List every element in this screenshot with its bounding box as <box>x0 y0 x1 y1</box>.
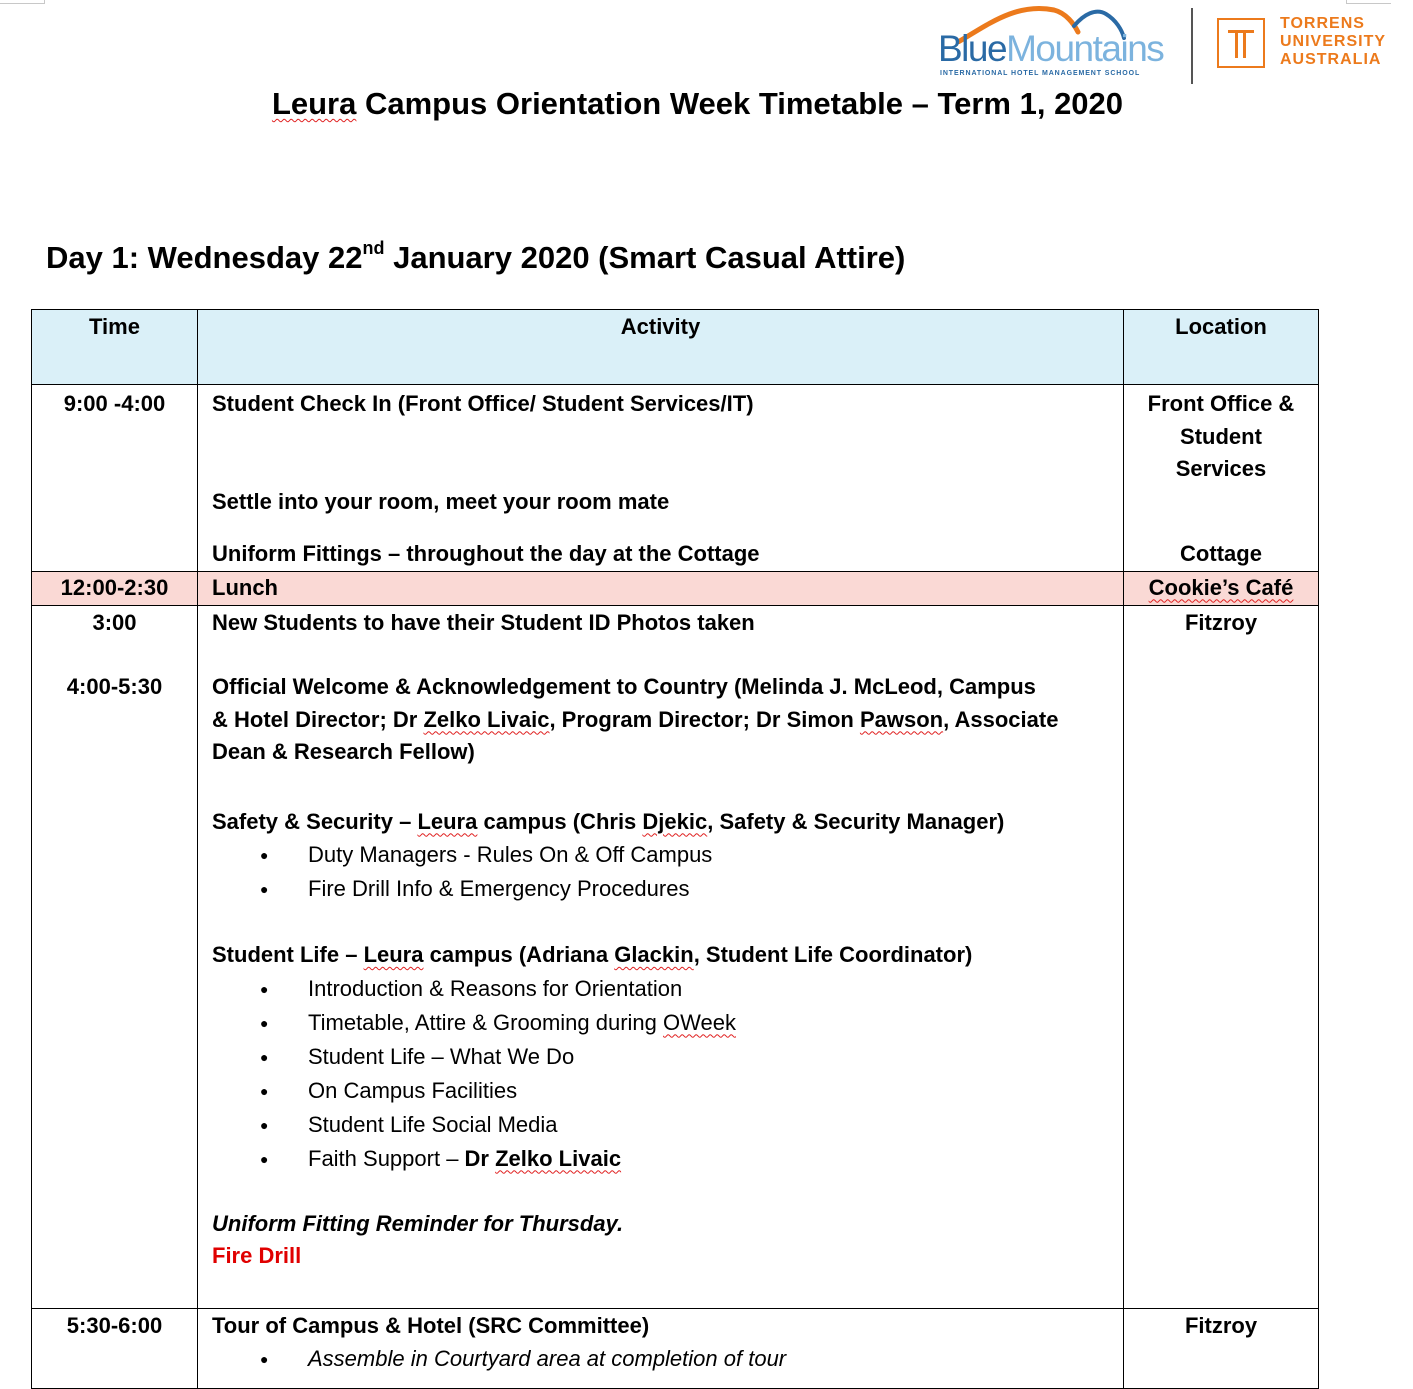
table-row <box>32 385 1319 572</box>
logo-divider <box>1191 8 1193 84</box>
life-text: , Student Life Coordinator) <box>693 942 973 967</box>
title-rest: Campus Orientation Week Timetable – Term 1, 2020 <box>356 86 1124 121</box>
page-corner-mark <box>0 0 45 4</box>
torrens-wordmark <box>1280 15 1386 69</box>
location-cell <box>1124 571 1319 605</box>
life-text: campus (Adriana <box>423 942 615 967</box>
location-cookies-cafe: Cookie’s Café <box>1148 574 1294 600</box>
torrens-line-1: TORRENS <box>1280 15 1365 32</box>
fire-drill-alert: Fire Drill <box>212 1243 302 1268</box>
logo-word-blue: Blue <box>938 28 1007 69</box>
list-item-text: Timetable, Attire & Grooming during <box>308 1009 664 1035</box>
list-item: ● Assemble in Courtyard area at completion of tour <box>212 1342 1109 1376</box>
welcome-name-pawson: Pawson <box>859 706 944 732</box>
header-time: Time <box>32 310 198 385</box>
day-heading-suffix: January 2020 (Smart Casual Attire) <box>384 240 906 275</box>
list-item: ● Introduction & Reasons for Orientation <box>212 972 1109 1006</box>
activity-cell <box>198 385 1124 572</box>
activity-student-life <box>212 939 1109 1176</box>
safety-text: campus (Chris <box>477 808 643 834</box>
time-cell <box>32 385 198 572</box>
time-value: 9:00 -4:00 <box>63 391 166 416</box>
time-cell <box>32 1308 198 1388</box>
safety-leura: Leura <box>417 808 478 834</box>
location-front-office: Front Office & <box>1147 391 1295 416</box>
page-corner-mark <box>1346 0 1391 4</box>
list-item: ● Student Life Social Media <box>212 1108 1109 1142</box>
torrens-line-3: AUSTRALIA <box>1280 51 1382 68</box>
location-cell <box>1124 605 1319 1308</box>
activity-lunch: Lunch <box>212 574 278 600</box>
time-cell <box>32 605 198 1308</box>
list-item <box>212 1006 1109 1040</box>
welcome-line-1: Official Welcome & Acknowledgement to Country (Melinda J. McLeod, Campus <box>212 674 1036 699</box>
day-heading-ordinal: nd <box>362 238 385 258</box>
table-header-row <box>32 310 1319 385</box>
uniform-reminder: Uniform Fitting Reminder for Thursday. <box>212 1210 624 1236</box>
time-cell <box>32 571 198 605</box>
table-row <box>32 605 1319 1308</box>
welcome-line-3: Dean & Research Fellow) <box>212 739 475 764</box>
welcome-text: & Hotel Director; Dr <box>212 706 424 732</box>
list-item-title: Dr <box>464 1145 496 1171</box>
logo-word-mountains: Mountains <box>1006 28 1164 69</box>
list-item <box>212 1142 1109 1176</box>
safety-text: Safety & Security – <box>212 808 418 834</box>
day-heading <box>46 240 905 276</box>
list-item: ● On Campus Facilities <box>212 1074 1109 1108</box>
location-services: Services <box>1175 456 1267 481</box>
day-heading-prefix: Day 1: Wednesday 22 <box>46 240 363 275</box>
list-item-text: Faith Support – <box>308 1145 465 1171</box>
activity-cell <box>198 1308 1124 1388</box>
activity-official-welcome <box>212 671 1109 769</box>
list-item-oweek: OWeek <box>663 1009 736 1035</box>
activity-settle-in: Settle into your room, meet your room mate <box>212 488 670 514</box>
life-name-glackin: Glackin <box>614 942 694 967</box>
life-leura: Leura <box>363 942 424 967</box>
location-fitzroy: Fitzroy <box>1184 609 1258 635</box>
table-row <box>32 1308 1319 1388</box>
welcome-text: , Program Director; Dr Simon <box>549 706 860 732</box>
header-activity: Activity <box>198 310 1124 385</box>
welcome-line-2 <box>212 704 1109 737</box>
list-item: ● Student Life – What We Do <box>212 1040 1109 1074</box>
torrens-line-2: UNIVERSITY <box>1280 33 1387 50</box>
activity-campus-tour: Tour of Campus & Hotel (SRC Committee) <box>212 1312 650 1338</box>
page-title <box>0 86 1395 122</box>
activity-check-in: Student Check In (Front Office/ Student Services/IT) <box>212 391 754 416</box>
welcome-text: , Associate <box>943 706 1059 732</box>
blue-mountains-wordmark <box>938 30 1163 67</box>
safety-name-djekic: Djekic <box>642 808 708 834</box>
tour-list <box>212 1342 1109 1376</box>
location-cell <box>1124 385 1319 572</box>
time-value: 12:00-2:30 <box>60 574 169 600</box>
header-location: Location <box>1124 310 1319 385</box>
list-item: ● Fire Drill Info & Emergency Procedures <box>212 872 1109 906</box>
activity-uniform-fittings: Uniform Fittings – throughout the day at the Cottage <box>212 541 760 566</box>
safety-list <box>212 838 1109 906</box>
location-fitzroy: Fitzroy <box>1184 1312 1258 1338</box>
time-value: 5:30-6:00 <box>66 1312 163 1338</box>
life-text: Student Life – <box>212 942 364 967</box>
student-life-list <box>212 972 1109 1176</box>
time-value-4pm: 4:00-5:30 <box>66 674 163 699</box>
torrens-t-icon <box>1217 18 1265 68</box>
welcome-name-livaic: Zelko Livaic <box>423 706 550 732</box>
activity-cell <box>198 571 1124 605</box>
location-cottage: Cottage <box>1180 540 1262 566</box>
safety-text: , Safety & Security Manager) <box>707 808 1005 834</box>
blue-mountains-logo <box>938 4 1170 80</box>
title-word-leura: Leura <box>271 86 357 121</box>
location-cell <box>1124 1308 1319 1388</box>
activity-safety-security <box>212 806 1109 907</box>
table-row-lunch <box>32 571 1319 605</box>
timetable <box>31 309 1319 1389</box>
activity-cell <box>198 605 1124 1308</box>
logo-subtitle: INTERNATIONAL HOTEL MANAGEMENT SCHOOL <box>940 70 1141 77</box>
student-life-heading <box>212 939 1109 972</box>
time-value-3pm: 3:00 <box>92 609 137 635</box>
location-student: Student <box>1180 423 1262 449</box>
safety-heading <box>212 806 1109 839</box>
list-item-name-livaic: Zelko Livaic <box>495 1145 622 1171</box>
activity-id-photos: New Students to have their Student ID Photos taken <box>212 609 755 635</box>
list-item: ● Duty Managers - Rules On & Off Campus <box>212 838 1109 872</box>
